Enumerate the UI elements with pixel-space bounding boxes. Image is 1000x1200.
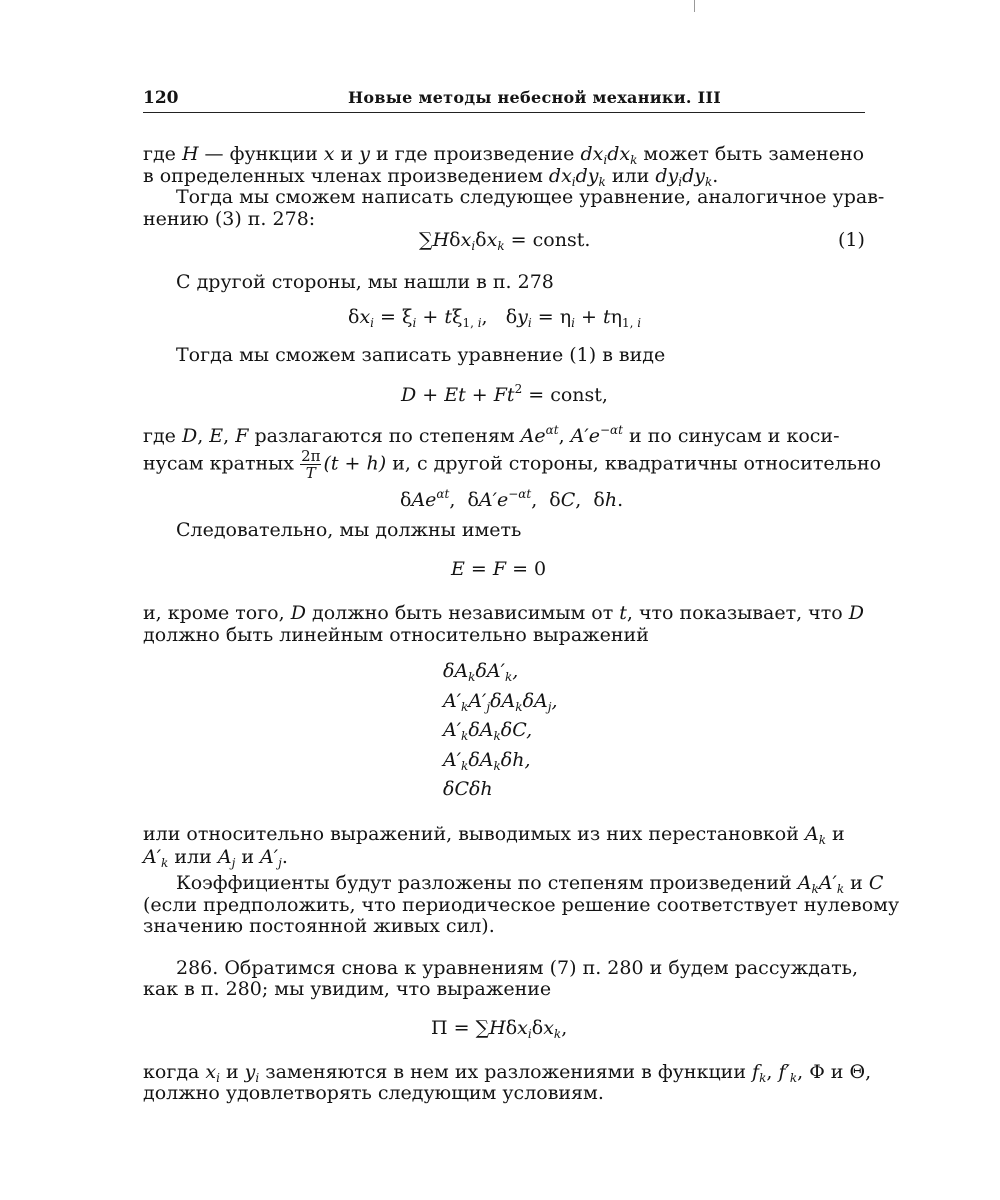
expression-2: $A'_kA'_j\delta A_k\delta A_j$,	[443, 690, 558, 714]
expression-3: $A'_k\delta A_k\delta C$,	[443, 719, 533, 743]
expression-1: $\delta A_k\delta A'_k$,	[443, 660, 519, 684]
para5-line2: нусам кратных $\frac{2\pi}{T}$ (t + h) и, с другой стороны, квадратичны относительно	[143, 447, 882, 482]
running-title: Новые методы небесной механики. III	[348, 88, 722, 107]
page-number: 120	[143, 88, 179, 108]
equation-5: E = F = 0	[451, 558, 547, 580]
para9-line3: значению постоянной живых сил).	[143, 915, 495, 937]
expression-5: δCδh	[443, 778, 493, 800]
scan-mark	[694, 0, 695, 12]
para1-line1: где H — функции x и y и где произведение $dx_idx_k$ может быть заменено	[143, 143, 865, 167]
para4: Тогда мы сможем записать уравнение (1) в виде	[176, 344, 666, 366]
equation-1-label: (1)	[838, 229, 865, 251]
section-number: 286.	[176, 957, 219, 979]
equation-3: $D + Et + Ft^2$ = const,	[401, 382, 608, 406]
para2-line1: Тогда мы сможем написать следующее уравнение, аналогичное урав-	[176, 186, 885, 208]
para9-line2: (если предположить, что периодическое решение соответствует нулевому	[143, 894, 900, 916]
equation-4: δAe$^{\alpha t}$, $\delta A'e^{-\alpha t}$, δC, δh.	[400, 487, 624, 511]
para8-line2: $A'_k$ или $A_j$ и $A'_j$.	[143, 846, 288, 870]
para7-line1: и, кроме того, D должно быть независимым от t, что показывает, что D	[143, 602, 864, 624]
para10-line1: 286. Обратимся снова к уравнениям (7) п. 280 и будем рассуждать,	[176, 957, 859, 979]
page-header	[143, 88, 865, 113]
para3: С другой стороны, мы нашли в п. 278	[176, 271, 554, 293]
equation-1: $\sum H\delta x_i\delta x_k$ = const.	[419, 229, 591, 253]
para6: Следовательно, мы должны иметь	[176, 519, 522, 541]
expression-4: $A'_k\delta A_k\delta h$,	[443, 749, 531, 773]
para11-line1: когда $x_i$ и $y_i$ заменяются в нем их разложениями в функции $f_k$, $f'_k$, Φ и Θ,	[143, 1061, 872, 1085]
equation-3-const: const,	[550, 384, 608, 406]
para10-line2: как в п. 280; мы увидим, что выражение	[143, 978, 552, 1000]
para9-line1: Коэффициенты будут разложены по степеням произведений $A_kA'_k$ и C	[176, 872, 884, 896]
para8-line1: или относительно выражений, выводимых из них перестановкой $A_k$ и	[143, 823, 845, 847]
para7-line2: должно быть линейным относительно выражений	[143, 624, 649, 646]
equation-2: $\delta x_i = \xi_i + t\xi_{1, i}$, $\delta y_i = \eta_i + t\eta_{1, i}$	[348, 306, 642, 330]
para5-line1: где D, E, F разлагаются по степеням $Ae^{\alpha t}$, $A'e^{-\alpha t}$ и по синусам и коси-	[143, 423, 840, 447]
para1-line2: в определенных членах произведением $dx_idy_k$ или $dy_idy_k$.	[143, 165, 719, 189]
equation-6: $\Pi = \sum H\delta x_i\delta x_k$,	[431, 1017, 568, 1041]
para11-line2: должно удовлетворять следующим условиям.	[143, 1082, 604, 1104]
para2-line2: нению (3) п. 278:	[143, 208, 316, 230]
